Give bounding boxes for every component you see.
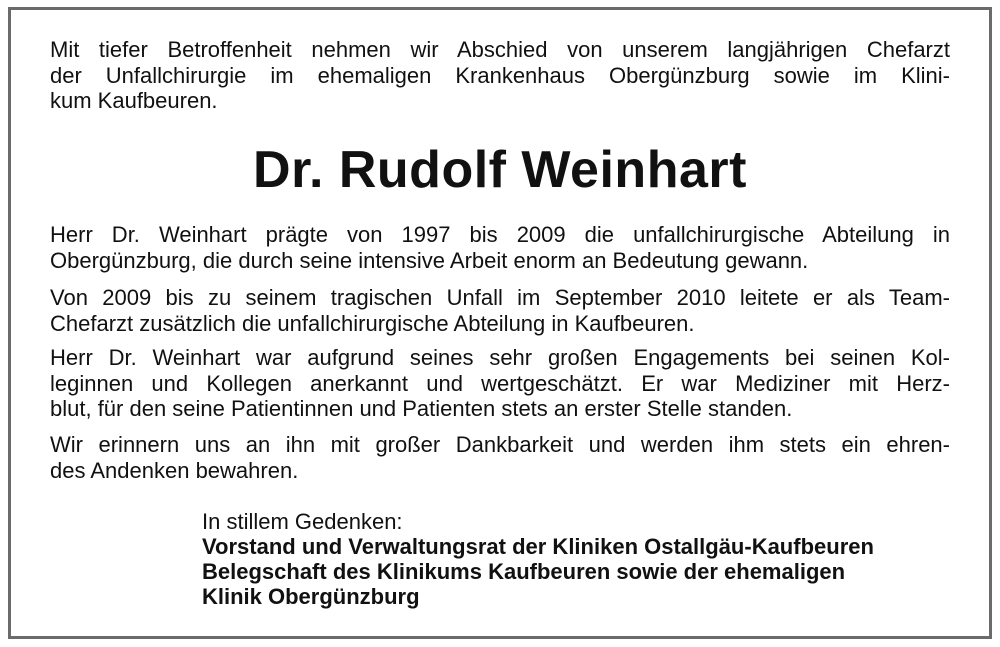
paragraph-3 bbox=[50, 345, 950, 422]
paragraph-1 bbox=[50, 222, 950, 273]
intro-paragraph bbox=[50, 37, 950, 114]
paragraph-line: Obergünzburg, die durch seine intensive Arbeit enorm an Bedeutung gewann. bbox=[50, 247, 809, 273]
paragraph-line: Herr Dr. Weinhart prägte von 1997 bis 2009 die unfallchirurgische Abteilung in bbox=[50, 222, 950, 247]
paragraph-4 bbox=[50, 432, 950, 483]
signature-intro: In stillem Gedenken: bbox=[202, 509, 403, 534]
paragraph-line: leginnen und Kollegen anerkannt und wertgeschätzt. Er war Mediziner mit Herz- bbox=[50, 370, 950, 396]
intro-line: kum Kaufbeuren. bbox=[50, 88, 218, 113]
intro-line: Mit tiefer Betroffenheit nehmen wir Abschied von unserem langjährigen Chefarzt bbox=[50, 37, 950, 62]
signature-block bbox=[202, 509, 962, 609]
paragraph-line: des Andenken bewahren. bbox=[50, 457, 299, 483]
signature-line: Vorstand und Verwaltungsrat der Kliniken Ostallgäu-Kaufbeuren bbox=[202, 534, 874, 559]
signature-line: Belegschaft des Klinikums Kaufbeuren sowie der ehemaligen bbox=[202, 559, 846, 584]
paragraph-line: Chefarzt zusätzlich die unfallchirurgische Abteilung in Kaufbeuren. bbox=[50, 310, 695, 336]
intro-line: der Unfallchirurgie im ehemaligen Krankenhaus Obergünzburg sowie im Klini- bbox=[50, 62, 950, 88]
signature-line: Klinik Obergünzburg bbox=[202, 584, 420, 609]
paragraph-line: Von 2009 bis zu seinem tragischen Unfall im September 2010 leitete er als Team- bbox=[50, 285, 950, 310]
deceased-name: Dr. Rudolf Weinhart bbox=[253, 141, 747, 199]
paragraph-line: Herr Dr. Weinhart war aufgrund seines sehr großen Engagements bei seinen Kol- bbox=[50, 345, 950, 370]
paragraph-line: blut, für den seine Patientinnen und Patienten stets an erster Stelle standen. bbox=[50, 396, 793, 421]
paragraph-2 bbox=[50, 285, 950, 336]
paragraph-line: Wir erinnern uns an ihn mit großer Dankbarkeit und werden ihm stets ein ehren- bbox=[50, 432, 950, 457]
